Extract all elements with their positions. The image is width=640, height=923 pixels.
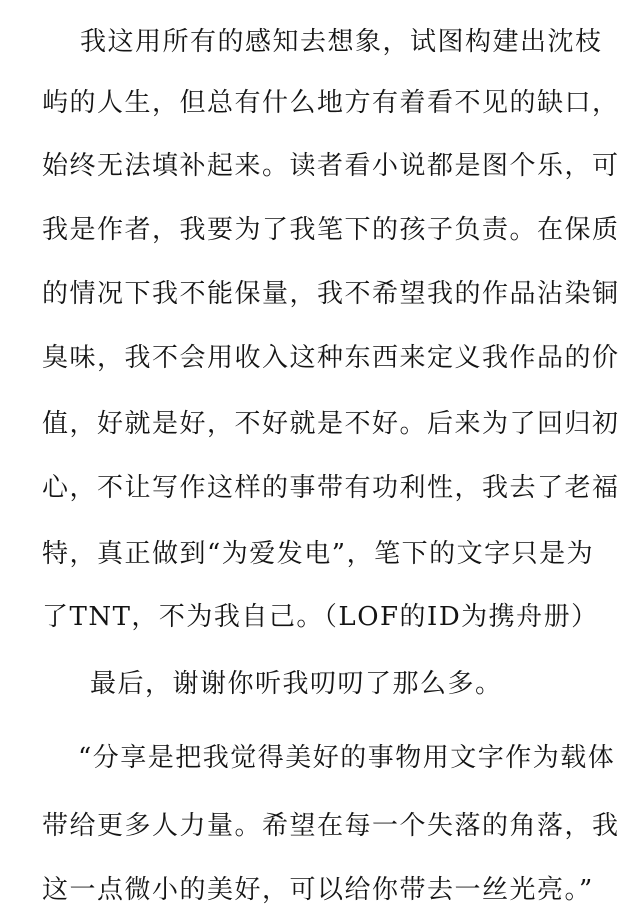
text-line-10: 了TNT，不为我自己。（LOF的ID为携舟册） xyxy=(42,602,599,632)
text-line-8: 心，不让写作这样的事带有功利性，我去了老福 xyxy=(42,473,620,503)
text-line-6: 臭味，我不会用收入这种东西来定义我作品的价 xyxy=(42,343,620,373)
text-line-13: 带给更多人力量。希望在每一个失落的角落，我 xyxy=(42,811,620,841)
text-line-2: 屿的人生，但总有什么地方有着看不见的缺口， xyxy=(42,88,620,118)
text-line-5: 的情况下我不能保量，我不希望我的作品沾染铜 xyxy=(42,279,620,309)
text-line-11: 最后，谢谢你听我叨叨了那么多。 xyxy=(90,669,503,699)
text-line-14: 这一点微小的美好，可以给你带去一丝光亮。” xyxy=(42,875,594,905)
text-line-12: “分享是把我觉得美好的事物用文字作为载体 xyxy=(78,743,616,773)
text-line-4: 我是作者，我要为了我笔下的孩子负责。在保质 xyxy=(42,215,620,245)
text-line-3: 始终无法填补起来。读者看小说都是图个乐，可 xyxy=(42,151,620,181)
text-line-9: 特，真正做到“为爱发电”，笔下的文字只是为 xyxy=(42,539,595,569)
text-line-7: 值，好就是好，不好就是不好。后来为了回归初 xyxy=(42,409,620,439)
text-line-1: 我这用所有的感知去想象，试图构建出沈枝 xyxy=(80,27,603,57)
